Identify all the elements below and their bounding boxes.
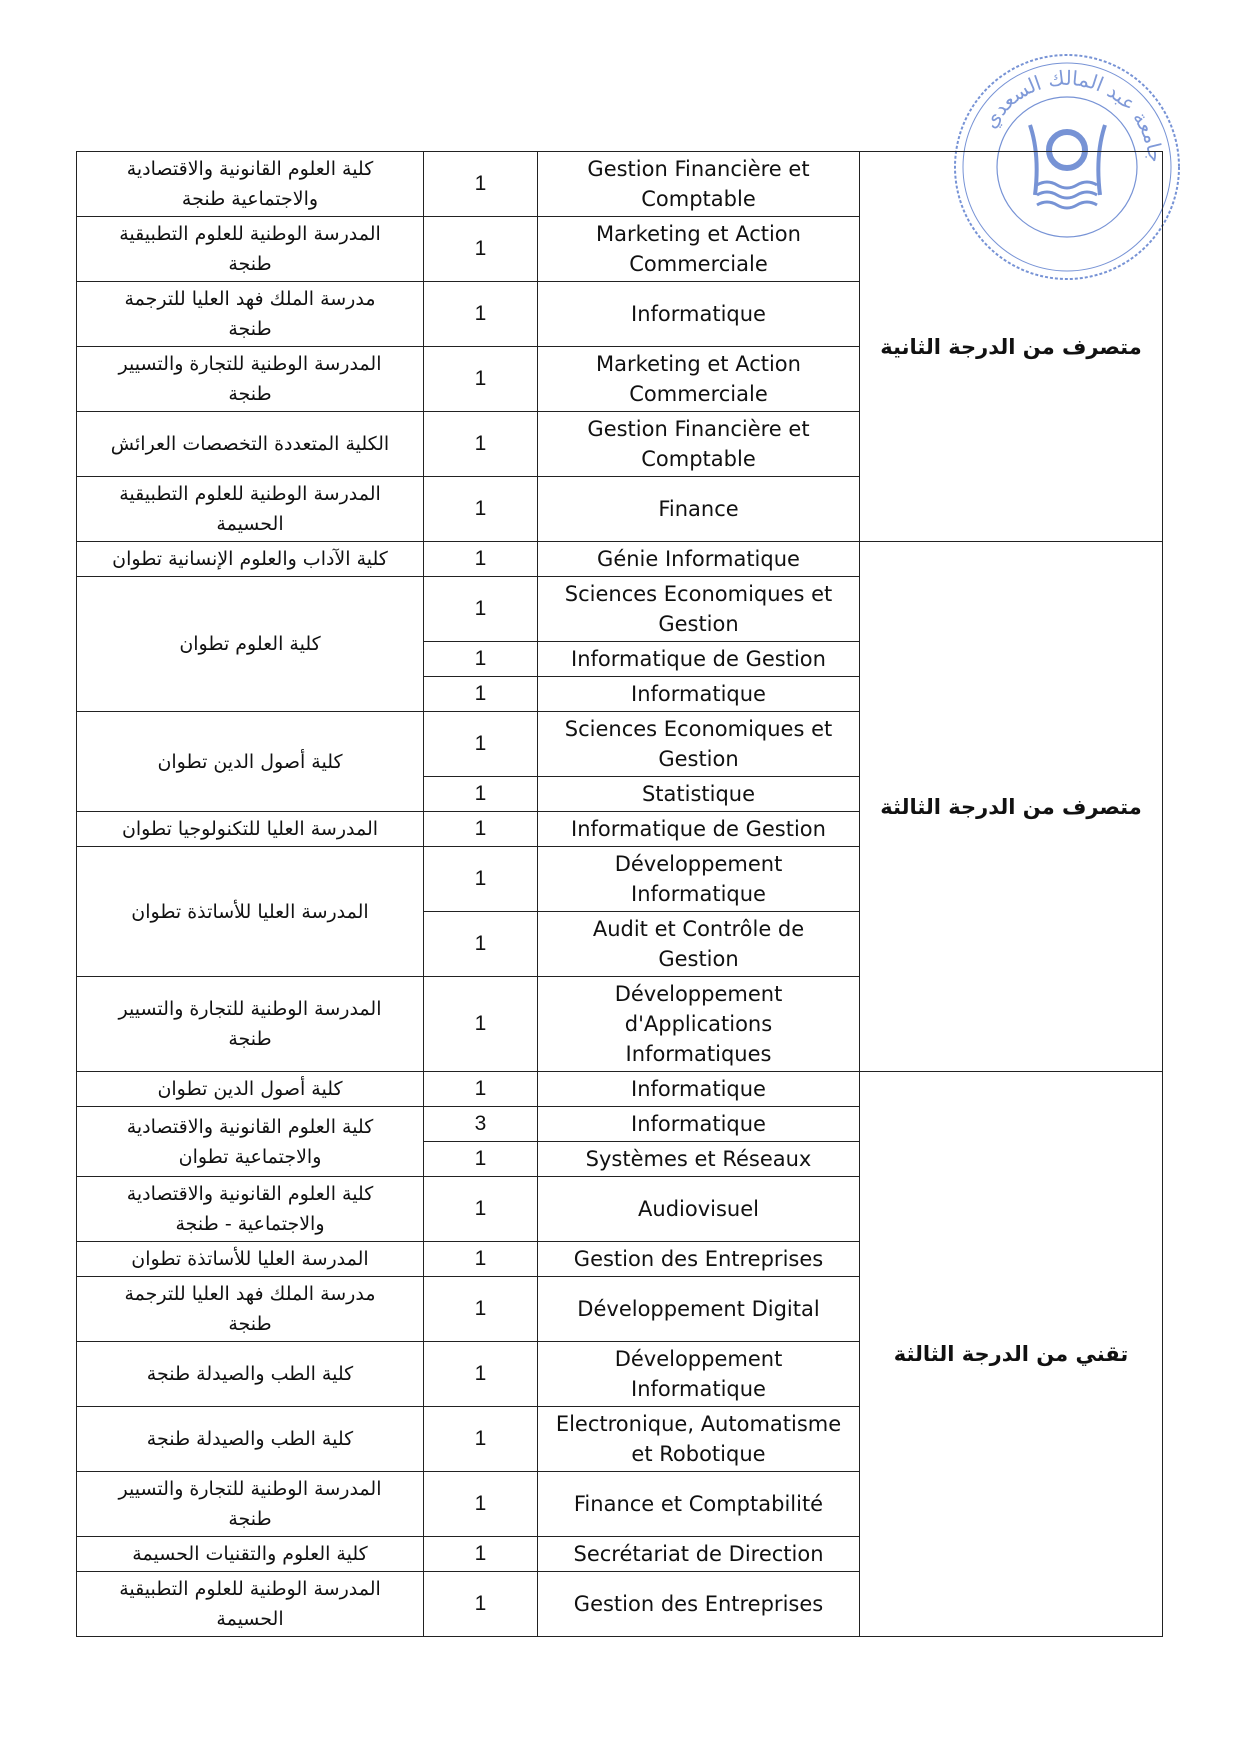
post-count-cell: 1: [424, 677, 538, 712]
post-count-cell: 1: [424, 152, 538, 217]
post-count-cell: 1: [424, 542, 538, 577]
post-count-cell: 1: [424, 477, 538, 542]
institution-cell: كلية الطب والصيدلة طنجة: [77, 1407, 424, 1472]
specialty-cell: Gestion Financière et Comptable: [538, 412, 860, 477]
table-row: [77, 1072, 1163, 1107]
institution-cell: مدرسة الملك فهد العليا للترجمة طنجة: [77, 1277, 424, 1342]
specialty-cell: Développement d'Applications Informatiques: [538, 977, 860, 1072]
specialty-cell: Gestion des Entreprises: [538, 1572, 860, 1637]
specialty-cell: Marketing et Action Commerciale: [538, 217, 860, 282]
post-count-cell: 1: [424, 1342, 538, 1407]
specialty-cell: Gestion des Entreprises: [538, 1242, 860, 1277]
specialty-cell: Marketing et Action Commerciale: [538, 347, 860, 412]
grade-cell: متصرف من الدرجة الثانية: [860, 152, 1163, 542]
institution-cell: كلية العلوم تطوان: [77, 577, 424, 712]
table-row: [77, 542, 1163, 577]
institution-cell: الكلية المتعددة التخصصات العرائش: [77, 412, 424, 477]
specialty-cell: Sciences Economiques et Gestion: [538, 577, 860, 642]
specialty-cell: Statistique: [538, 777, 860, 812]
positions-table: [76, 151, 1163, 1637]
specialty-cell: Finance: [538, 477, 860, 542]
post-count-cell: 1: [424, 347, 538, 412]
post-count-cell: 1: [424, 217, 538, 282]
post-count-cell: 1: [424, 282, 538, 347]
institution-cell: المدرسة الوطنية للتجارة والتسيير طنجة: [77, 1472, 424, 1537]
specialty-cell: Informatique: [538, 282, 860, 347]
post-count-cell: 1: [424, 412, 538, 477]
seal-text: جامعة عبد المالك السعدي: [977, 65, 1169, 164]
institution-cell: كلية العلوم القانونية والاقتصادية والاجتماعية - طنجة: [77, 1177, 424, 1242]
post-count-cell: 3: [424, 1107, 538, 1142]
institution-cell: المدرسة الوطنية للعلوم التطبيقية طنجة: [77, 217, 424, 282]
institution-cell: كلية الطب والصيدلة طنجة: [77, 1342, 424, 1407]
institution-cell: المدرسة العليا للأساتذة تطوان: [77, 1242, 424, 1277]
post-count-cell: 1: [424, 847, 538, 912]
specialty-cell: Informatique de Gestion: [538, 642, 860, 677]
institution-cell: كلية الآداب والعلوم الإنسانية تطوان: [77, 542, 424, 577]
post-count-cell: 1: [424, 1472, 538, 1537]
post-count-cell: 1: [424, 1407, 538, 1472]
post-count-cell: 1: [424, 712, 538, 777]
institution-cell: المدرسة العليا للأساتذة تطوان: [77, 847, 424, 977]
post-count-cell: 1: [424, 1277, 538, 1342]
specialty-cell: Informatique: [538, 1107, 860, 1142]
specialty-cell: Génie Informatique: [538, 542, 860, 577]
specialty-cell: Informatique: [538, 1072, 860, 1107]
post-count-cell: 1: [424, 577, 538, 642]
institution-cell: كلية أصول الدين تطوان: [77, 712, 424, 812]
post-count-cell: 1: [424, 812, 538, 847]
institution-cell: كلية العلوم والتقنيات الحسيمة: [77, 1537, 424, 1572]
table-row: [77, 152, 1163, 217]
post-count-cell: 1: [424, 642, 538, 677]
institution-cell: المدرسة الوطنية للعلوم التطبيقية الحسيمة: [77, 1572, 424, 1637]
specialty-cell: Audiovisuel: [538, 1177, 860, 1242]
specialty-cell: Audit et Contrôle de Gestion: [538, 912, 860, 977]
specialty-cell: Sciences Economiques et Gestion: [538, 712, 860, 777]
institution-cell: كلية أصول الدين تطوان: [77, 1072, 424, 1107]
post-count-cell: 1: [424, 1072, 538, 1107]
specialty-cell: Finance et Comptabilité: [538, 1472, 860, 1537]
institution-cell: كلية العلوم القانونية والاقتصادية والاجتماعية طنجة: [77, 152, 424, 217]
post-count-cell: 1: [424, 1572, 538, 1637]
post-count-cell: 1: [424, 1242, 538, 1277]
specialty-cell: Systèmes et Réseaux: [538, 1142, 860, 1177]
specialty-cell: Développement Informatique: [538, 1342, 860, 1407]
post-count-cell: 1: [424, 912, 538, 977]
institution-cell: مدرسة الملك فهد العليا للترجمة طنجة: [77, 282, 424, 347]
post-count-cell: 1: [424, 777, 538, 812]
institution-cell: المدرسة العليا للتكنولوجيا تطوان: [77, 812, 424, 847]
post-count-cell: 1: [424, 977, 538, 1072]
institution-cell: كلية العلوم القانونية والاقتصادية والاجتماعية تطوان: [77, 1107, 424, 1177]
grade-cell: متصرف من الدرجة الثالثة: [860, 542, 1163, 1072]
specialty-cell: Développement Informatique: [538, 847, 860, 912]
post-count-cell: 1: [424, 1537, 538, 1572]
institution-cell: المدرسة الوطنية للعلوم التطبيقية الحسيمة: [77, 477, 424, 542]
post-count-cell: 1: [424, 1142, 538, 1177]
institution-cell: المدرسة الوطنية للتجارة والتسيير طنجة: [77, 347, 424, 412]
specialty-cell: Informatique de Gestion: [538, 812, 860, 847]
specialty-cell: Gestion Financière et Comptable: [538, 152, 860, 217]
grade-cell: تقني من الدرجة الثالثة: [860, 1072, 1163, 1637]
specialty-cell: Développement Digital: [538, 1277, 860, 1342]
post-count-cell: 1: [424, 1177, 538, 1242]
specialty-cell: Electronique, Automatisme et Robotique: [538, 1407, 860, 1472]
specialty-cell: Secrétariat de Direction: [538, 1537, 860, 1572]
specialty-cell: Informatique: [538, 677, 860, 712]
institution-cell: المدرسة الوطنية للتجارة والتسيير طنجة: [77, 977, 424, 1072]
